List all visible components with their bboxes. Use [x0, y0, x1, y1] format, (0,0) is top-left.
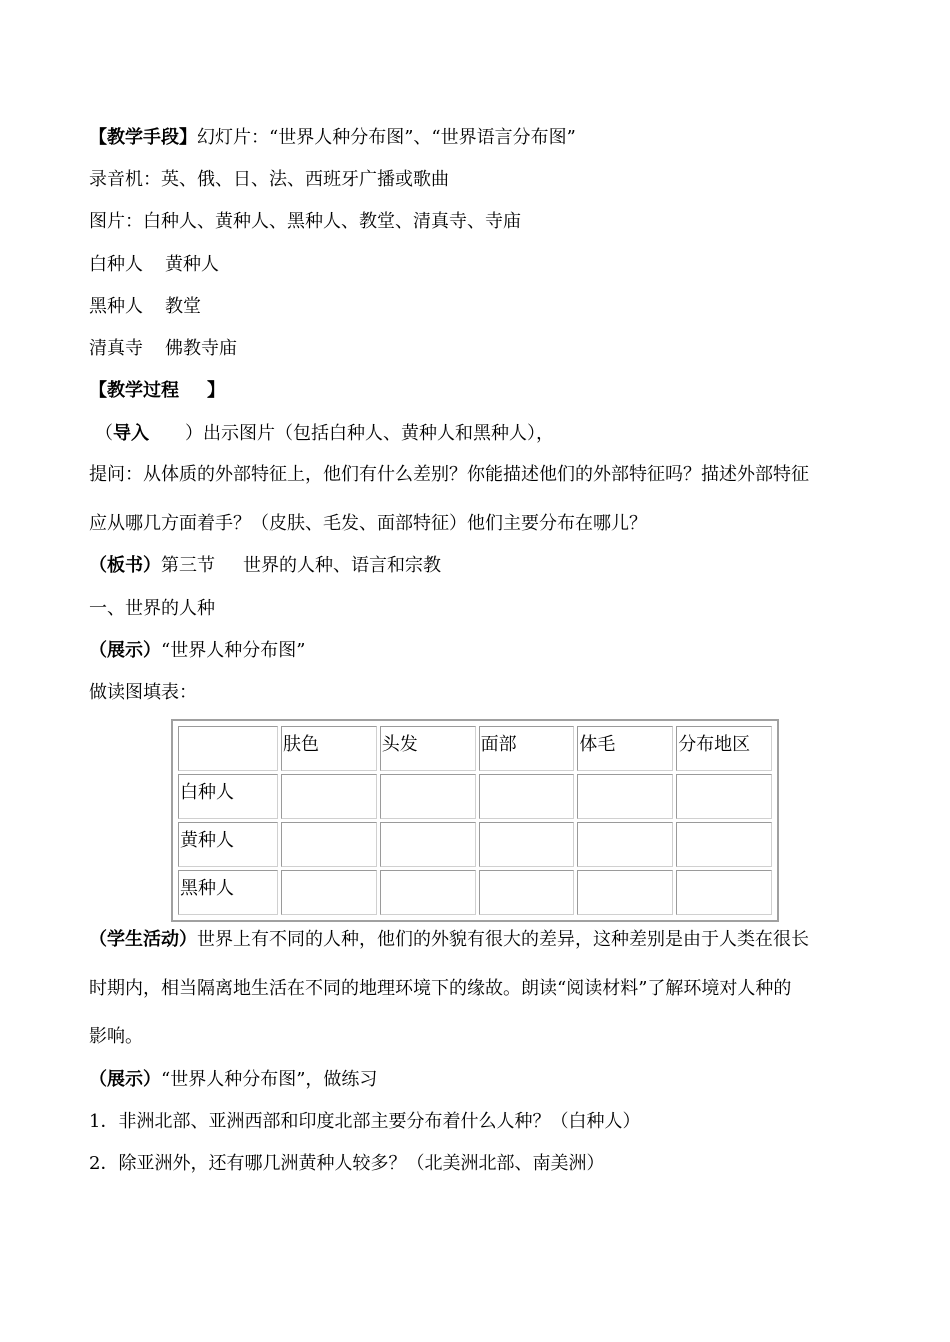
- student-activity-line-1: [89, 928, 809, 952]
- show-map-line: [89, 639, 305, 663]
- intro-text: 出示图片（包括白种人、黄种人和黑种人），: [203, 423, 554, 444]
- teaching-means-line: [89, 126, 576, 150]
- table-cell: [676, 822, 772, 867]
- exercise-show-text: “世界人种分布图”，做练习: [161, 1069, 378, 1090]
- table-cell-race: 白种人: [178, 774, 278, 819]
- table-cell: [479, 822, 575, 867]
- teaching-means-heading: 【教学手段】: [89, 127, 197, 148]
- exercise-question-2: 2．除亚洲外，还有哪几洲黄种人较多？（北美洲北部、南美洲）: [89, 1153, 605, 1174]
- table-cell: [281, 774, 377, 819]
- student-activity-line-3: 影响。: [89, 1026, 143, 1047]
- table-cell: [577, 774, 673, 819]
- table-header-cell: 肤色: [281, 726, 377, 771]
- fill-table-instruction: 做读图填表：: [89, 682, 197, 703]
- picture-labels-row-1: [89, 253, 219, 277]
- table-cell: [676, 774, 772, 819]
- table-cell: [479, 774, 575, 819]
- teaching-means-slides: 幻灯片：“世界人种分布图”、“世界语言分布图”: [197, 127, 576, 148]
- student-activity-label: （学生活动）: [89, 929, 197, 950]
- blackboard-label: （板书）: [89, 555, 161, 576]
- table-cell: [380, 870, 476, 915]
- table-cell: [380, 822, 476, 867]
- table-cell-race: 黑种人: [178, 870, 278, 915]
- pictures-line: 图片：白种人、黄种人、黑种人、教堂、清真寺、寺庙: [89, 211, 521, 232]
- table-cell: [577, 822, 673, 867]
- table-cell: [281, 870, 377, 915]
- exercise-question-1: 1．非洲北部、亚洲西部和印度北部主要分布着什么人种？（白种人）: [89, 1111, 641, 1132]
- picture-labels-row-2: [89, 295, 201, 319]
- label-mosque: 清真寺: [89, 338, 143, 359]
- label-white-race: 白种人: [89, 254, 143, 275]
- subsection-title: 一、世界的人种: [89, 598, 215, 619]
- teaching-process-heading: [89, 379, 225, 403]
- table-header-row: [178, 726, 772, 771]
- student-activity-line-2: 时期内，相当隔离地生活在不同的地理环境下的缘故。朗读“阅读材料”了解环境对人种的: [89, 978, 792, 999]
- intro-open-paren: （: [95, 423, 113, 444]
- intro-line: [95, 422, 554, 446]
- table-header-cell: 面部: [479, 726, 575, 771]
- table-row: [178, 774, 772, 819]
- label-black-race: 黑种人: [89, 296, 143, 317]
- section-number: 第三节: [161, 555, 215, 576]
- race-features-table: [171, 719, 779, 922]
- student-activity-text: 世界上有不同的人种，他们的外貌有很大的差异，这种差别是由于人类在很长: [197, 929, 809, 950]
- table-cell: [380, 774, 476, 819]
- teaching-process-bracket: 】: [207, 380, 225, 401]
- label-yellow-race: 黄种人: [165, 254, 219, 275]
- table-header-cell: 体毛: [577, 726, 673, 771]
- intro-label: 导入: [113, 423, 149, 444]
- teaching-process-label: 【教学过程: [89, 380, 179, 401]
- table-cell: [281, 822, 377, 867]
- table-header-cell: [178, 726, 278, 771]
- question-line-2: 应从哪几方面着手？（皮肤、毛发、面部特征）他们主要分布在哪儿？: [89, 513, 647, 534]
- label-temple: 佛教寺庙: [165, 338, 237, 359]
- table-cell: [577, 870, 673, 915]
- exercise-show-label: （展示）: [89, 1069, 161, 1090]
- question-line-1: 提问：从体质的外部特征上，他们有什么差别？你能描述他们的外部特征吗？描述外部特征: [89, 464, 809, 485]
- table-header-cell: 头发: [380, 726, 476, 771]
- section-title: 世界的人种、语言和宗教: [243, 555, 441, 576]
- table-row: [178, 870, 772, 915]
- intro-close-paren: ）: [185, 423, 203, 444]
- table-cell-race: 黄种人: [178, 822, 278, 867]
- table-cell: [479, 870, 575, 915]
- show-label: （展示）: [89, 640, 161, 661]
- table-row: [178, 822, 772, 867]
- show-map-title: “世界人种分布图”: [161, 640, 306, 661]
- exercise-show-line: [89, 1068, 377, 1092]
- table-cell: [676, 870, 772, 915]
- recorder-line: 录音机：英、俄、日、法、西班牙广播或歌曲: [89, 169, 449, 190]
- label-church: 教堂: [165, 296, 201, 317]
- blackboard-line: [89, 554, 441, 578]
- table-header-cell: 分布地区: [676, 726, 772, 771]
- picture-labels-row-3: [89, 337, 237, 361]
